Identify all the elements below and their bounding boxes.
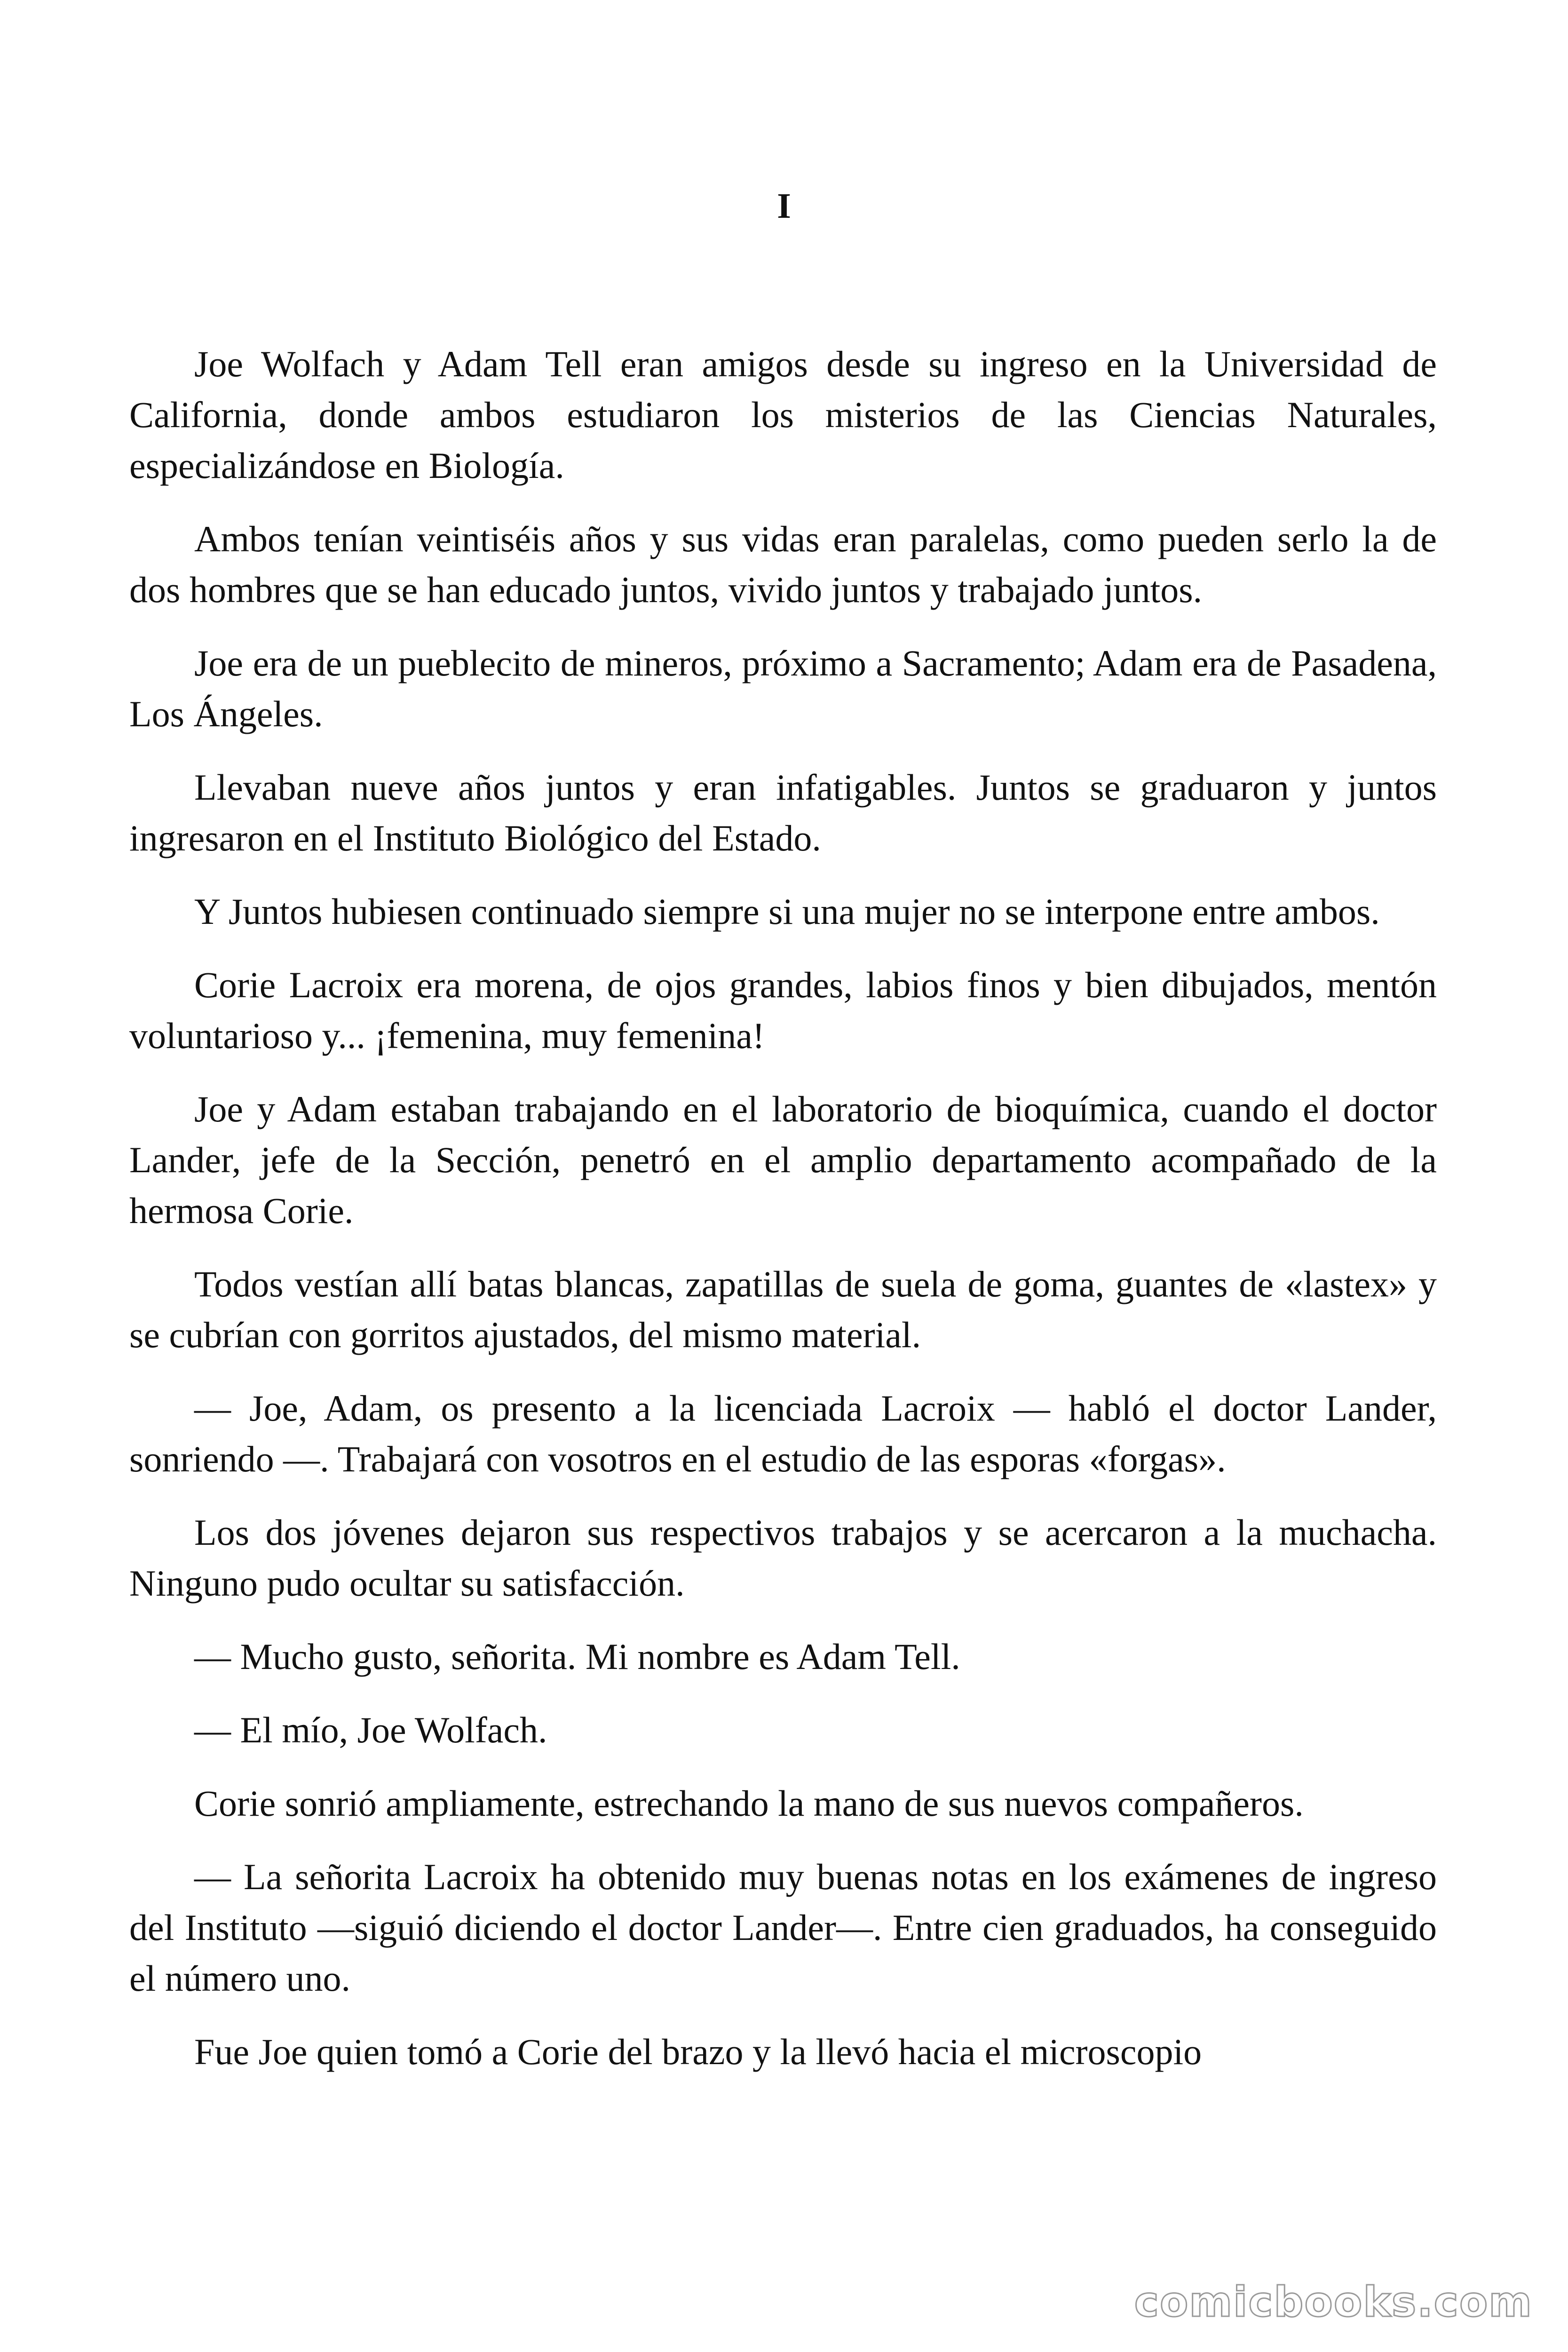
paragraph: — Mucho gusto, señorita. Mi nombre es Adam Tell. — [194, 1636, 960, 1677]
chapter-heading: I — [777, 186, 791, 226]
body-text — [129, 339, 1437, 2100]
paragraph: — La señorita Lacroix ha obtenido muy buenas notas en los exámenes de ingreso del Instituto —siguió diciendo el doctor Lander—. Entre cien graduados, ha conseguido el número uno. — [129, 1856, 1437, 1999]
paragraph: Llevaban nueve años juntos y eran infatigables. Juntos se graduaron y juntos ingresaron en el Instituto Biológico del Estado. — [129, 767, 1437, 858]
paragraph: Joe Wolfach y Adam Tell eran amigos desde su ingreso en la Universidad de California, donde ambos estudiaron los misterios de las Ciencias Naturales, especializándose en Biología. — [129, 343, 1437, 486]
watermark: comicbooks.com — [1134, 2278, 1533, 2326]
paragraph: Corie sonrió ampliamente, estrechando la mano de sus nuevos compañeros. — [194, 1783, 1304, 1824]
paragraph: Los dos jóvenes dejaron sus respectivos trabajos y se acercaron a la muchacha. Ninguno pudo ocultar su satisfacción. — [129, 1512, 1437, 1604]
paragraph: Corie Lacroix era morena, de ojos grandes, labios finos y bien dibujados, mentón voluntarioso y... ¡femenina, muy femenina! — [129, 964, 1437, 1056]
paragraph: — Joe, Adam, os presento a la licenciada Lacroix — habló el doctor Lander, sonriendo —. Trabajará con vosotros en el estudio de las esporas «forgas». — [129, 1388, 1437, 1479]
paragraph: Y Juntos hubiesen continuado siempre si una mujer no se interpone entre ambos. — [194, 891, 1380, 932]
paragraph: Ambos tenían veintiséis años y sus vidas eran paralelas, como pueden serlo la de dos hombres que se han educado juntos, vivido juntos y trabajado juntos. — [129, 518, 1437, 610]
paragraph: Joe y Adam estaban trabajando en el laboratorio de bioquímica, cuando el doctor Lander, jefe de la Sección, penetró en el amplio departamento acompañado de la hermosa Corie. — [129, 1089, 1437, 1231]
paragraph: Todos vestían allí batas blancas, zapatillas de suela de goma, guantes de «lastex» y se cubrían con gorritos ajustados, del mismo material. — [129, 1263, 1437, 1355]
paragraph: — El mío, Joe Wolfach. — [194, 1709, 547, 1750]
paragraph: Joe era de un pueblecito de mineros, próximo a Sacramento; Adam era de Pasadena, Los Ángeles. — [129, 643, 1437, 734]
paragraph: Fue Joe quien tomó a Corie del brazo y la llevó hacia el microscopio — [194, 2031, 1202, 2072]
